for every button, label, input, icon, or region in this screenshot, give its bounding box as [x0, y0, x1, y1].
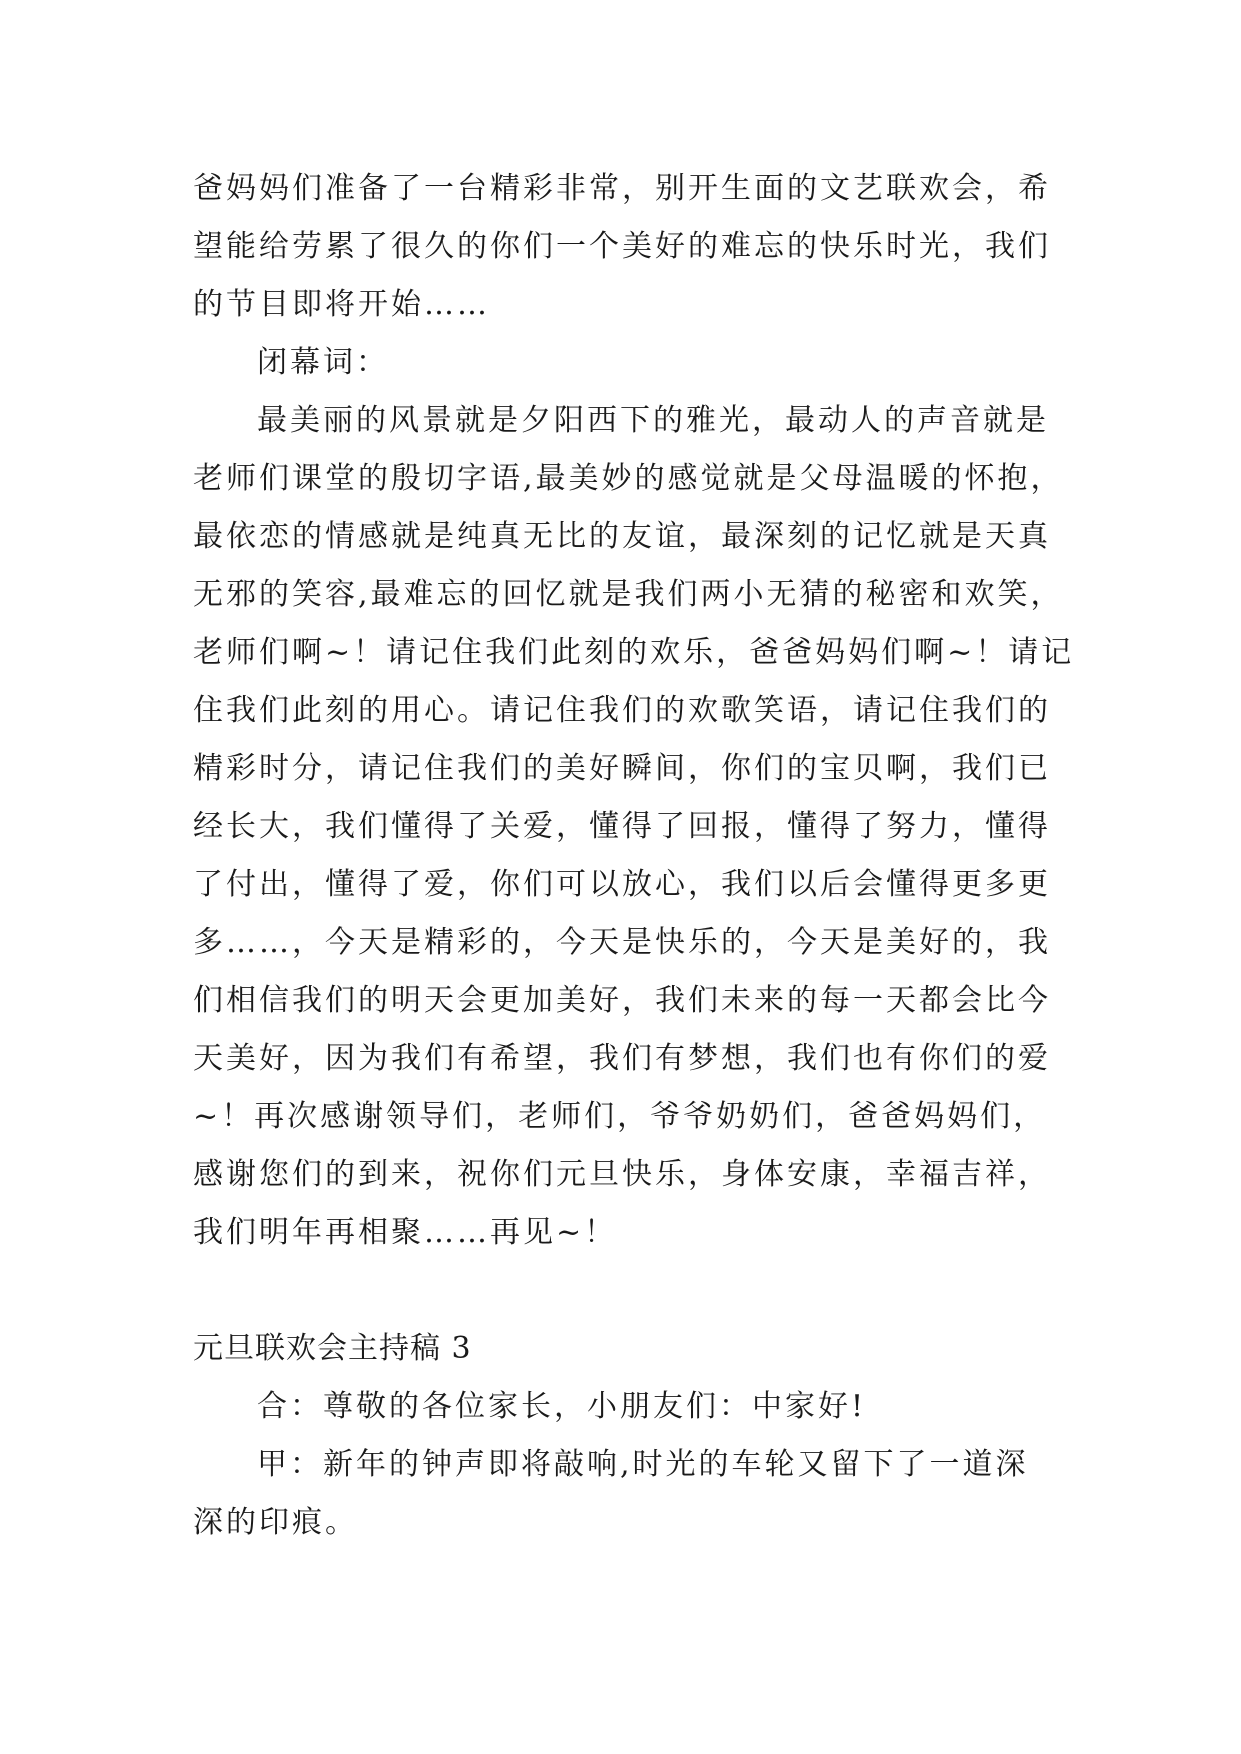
paragraph-line: 精彩时分，请记住我们的美好瞬间，你们的宝贝啊，我们已 — [193, 751, 1051, 786]
document-body — [193, 160, 1075, 1552]
paragraph-line: 我们明年再相聚……再见~！ — [193, 1215, 618, 1250]
paragraph-line: 的节目即将开始…… — [193, 287, 490, 322]
paragraph-line: 最美丽的风景就是夕阳西下的雅光，最动人的声音就是 — [257, 403, 1049, 438]
paragraph-line: 甲：新年的钟声即将敲响,时光的车轮又留下了一道深 — [257, 1447, 1029, 1482]
paragraph-line: 爸妈妈们准备了一台精彩非常，别开生面的文艺联欢会，希 — [193, 171, 1051, 206]
paragraph-line: 合：尊敬的各位家长，小朋友们：中家好! — [257, 1389, 867, 1424]
paragraph-line: 了付出，懂得了爱，你们可以放心，我们以后会懂得更多更 — [193, 867, 1051, 902]
paragraph-line: 望能给劳累了很久的你们一个美好的难忘的快乐时光，我们 — [193, 229, 1051, 264]
paragraph-line: 最依恋的情感就是纯真无比的友谊，最深刻的记忆就是天真 — [193, 519, 1051, 554]
closing-speech-label: 闭幕词： — [257, 345, 389, 380]
section-spacer — [193, 1262, 1053, 1320]
paragraph-line: 老师们课堂的殷切字语,最美妙的感觉就是父母温暖的怀抱， — [193, 461, 1064, 496]
paragraph-line: 老师们啊~！请记住我们此刻的欢乐，爸爸妈妈们啊~！请记 — [193, 635, 1075, 670]
paragraph-line: 天美好，因为我们有希望，我们有梦想，我们也有你们的爱 — [193, 1041, 1051, 1076]
paragraph-line: 经长大，我们懂得了关爱，懂得了回报，懂得了努力，懂得 — [193, 809, 1051, 844]
paragraph-line: 感谢您们的到来，祝你们元旦快乐，身体安康，幸福吉祥， — [193, 1157, 1051, 1192]
paragraph-line: 们相信我们的明天会更加美好，我们未来的每一天都会比今 — [193, 983, 1051, 1018]
paragraph-line: 无邪的笑容,最难忘的回忆就是我们两小无猜的秘密和欢笑， — [193, 577, 1064, 612]
section-title: 元旦联欢会主持稿 3 — [193, 1331, 472, 1366]
paragraph-line: 多……，今天是精彩的，今天是快乐的，今天是美好的，我 — [193, 925, 1051, 960]
paragraph-line: 住我们此刻的用心。请记住我们的欢歌笑语，请记住我们的 — [193, 693, 1051, 728]
paragraph-line: ~！再次感谢领导们，老师们，爷爷奶奶们，爸爸妈妈们， — [193, 1099, 1047, 1134]
paragraph-line: 深的印痕。 — [193, 1505, 358, 1540]
